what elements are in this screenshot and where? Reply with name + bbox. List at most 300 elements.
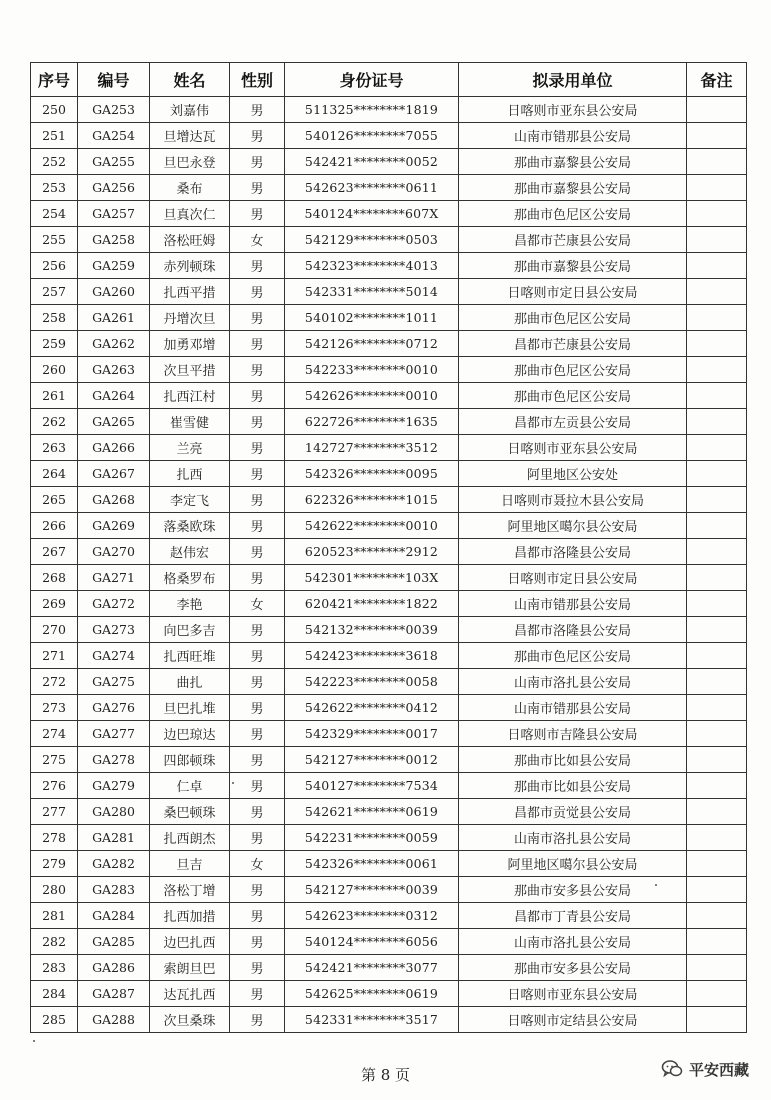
row-name-cell: 扎西旺堆: [150, 643, 230, 669]
page-number: 第 8 页: [360, 1066, 411, 1084]
row-seq-cell: 272: [31, 669, 78, 695]
row-code-cell: GA272: [78, 591, 150, 617]
table-row: [31, 513, 747, 539]
row-unit-cell: 昌都市洛隆县公安局: [459, 617, 687, 643]
table-row: [31, 695, 747, 721]
row-unit-cell: 那曲市嘉黎县公安局: [459, 253, 687, 279]
row-name-cell: 洛松丁增: [150, 877, 230, 903]
row-id-cell: 542231********0059: [285, 825, 459, 851]
row-code-cell: GA282: [78, 851, 150, 877]
table-row: [31, 175, 747, 201]
row-sex-cell: 男: [230, 799, 285, 825]
row-id-cell: 542421********3077: [285, 955, 459, 981]
row-code-cell: GA279: [78, 773, 150, 799]
row-code-cell: GA263: [78, 357, 150, 383]
row-unit-cell: 昌都市芒康县公安局: [459, 331, 687, 357]
row-seq-cell: 281: [31, 903, 78, 929]
row-seq-cell: 267: [31, 539, 78, 565]
row-seq-cell: 263: [31, 435, 78, 461]
row-unit-cell: 昌都市左贡县公安局: [459, 409, 687, 435]
row-name-cell: 赤列顿珠: [150, 253, 230, 279]
row-id-cell: 542132********0039: [285, 617, 459, 643]
row-remark-cell: [687, 331, 747, 357]
row-name-cell: 向巴多吉: [150, 617, 230, 643]
row-remark-cell: [687, 799, 747, 825]
row-seq-cell: 269: [31, 591, 78, 617]
row-unit-cell: 山南市错那县公安局: [459, 123, 687, 149]
row-sex-cell: 男: [230, 149, 285, 175]
row-name-cell: 李艳: [150, 591, 230, 617]
row-remark-cell: [687, 877, 747, 903]
table-row: [31, 253, 747, 279]
row-unit-cell: 那曲市色尼区公安局: [459, 201, 687, 227]
row-name-cell: 曲扎: [150, 669, 230, 695]
row-sex-cell: 男: [230, 175, 285, 201]
row-sex-cell: 男: [230, 877, 285, 903]
row-sex-cell: 男: [230, 903, 285, 929]
row-unit-cell: 日喀则市吉隆县公安局: [459, 721, 687, 747]
row-seq-cell: 275: [31, 747, 78, 773]
table-row: [31, 305, 747, 331]
row-remark-cell: [687, 695, 747, 721]
row-unit-cell: 那曲市色尼区公安局: [459, 305, 687, 331]
row-unit-cell: 山南市错那县公安局: [459, 591, 687, 617]
row-id-cell: 620421********1822: [285, 591, 459, 617]
table-row: [31, 461, 747, 487]
row-id-cell: 542423********3618: [285, 643, 459, 669]
row-seq-cell: 255: [31, 227, 78, 253]
row-sex-cell: 男: [230, 539, 285, 565]
row-remark-cell: [687, 227, 747, 253]
row-seq-cell: 266: [31, 513, 78, 539]
row-seq-cell: 280: [31, 877, 78, 903]
row-unit-cell: 那曲市安多县公安局: [459, 955, 687, 981]
row-code-cell: GA288: [78, 1007, 150, 1033]
row-unit-cell: 昌都市贡觉县公安局: [459, 799, 687, 825]
row-sex-cell: 男: [230, 565, 285, 591]
row-sex-cell: 男: [230, 253, 285, 279]
row-code-cell: GA267: [78, 461, 150, 487]
row-unit-cell: 日喀则市亚东县公安局: [459, 435, 687, 461]
row-seq-cell: 258: [31, 305, 78, 331]
row-code-cell: GA260: [78, 279, 150, 305]
row-unit-cell: 日喀则市定日县公安局: [459, 279, 687, 305]
row-remark-cell: [687, 461, 747, 487]
row-name-cell: 加勇邓增: [150, 331, 230, 357]
row-unit-cell: 山南市错那县公安局: [459, 695, 687, 721]
row-remark-cell: [687, 123, 747, 149]
table-row: [31, 1007, 747, 1033]
row-sex-cell: 男: [230, 643, 285, 669]
row-seq-cell: 270: [31, 617, 78, 643]
row-code-cell: GA254: [78, 123, 150, 149]
row-id-cell: 540124********607X: [285, 201, 459, 227]
row-seq-cell: 285: [31, 1007, 78, 1033]
row-name-cell: 旦真次仁: [150, 201, 230, 227]
table-row: [31, 773, 747, 799]
row-id-cell: 142727********3512: [285, 435, 459, 461]
row-seq-cell: 274: [31, 721, 78, 747]
row-seq-cell: 282: [31, 929, 78, 955]
row-remark-cell: [687, 851, 747, 877]
row-code-cell: GA253: [78, 97, 150, 123]
row-remark-cell: [687, 201, 747, 227]
row-id-cell: 542622********0412: [285, 695, 459, 721]
row-name-cell: 格桑罗布: [150, 565, 230, 591]
row-id-cell: 542421********0052: [285, 149, 459, 175]
row-sex-cell: 男: [230, 331, 285, 357]
row-name-cell: 旦巴永登: [150, 149, 230, 175]
row-code-cell: GA274: [78, 643, 150, 669]
wechat-icon: [661, 1059, 683, 1079]
row-name-cell: 扎西朗杰: [150, 825, 230, 851]
row-code-cell: GA281: [78, 825, 150, 851]
header-seq: 序号: [31, 63, 78, 97]
row-id-cell: 540127********7534: [285, 773, 459, 799]
row-id-cell: 542326********0095: [285, 461, 459, 487]
row-unit-cell: 阿里地区噶尔县公安局: [459, 513, 687, 539]
row-unit-cell: 那曲市比如县公安局: [459, 747, 687, 773]
row-code-cell: GA273: [78, 617, 150, 643]
row-unit-cell: 日喀则市亚东县公安局: [459, 97, 687, 123]
row-code-cell: GA271: [78, 565, 150, 591]
row-remark-cell: [687, 825, 747, 851]
row-name-cell: 扎西江村: [150, 383, 230, 409]
row-id-cell: 620523********2912: [285, 539, 459, 565]
row-id-cell: 542127********0012: [285, 747, 459, 773]
row-seq-cell: 271: [31, 643, 78, 669]
row-id-cell: 542233********0010: [285, 357, 459, 383]
table-row: [31, 97, 747, 123]
table-row: [31, 617, 747, 643]
row-sex-cell: 男: [230, 201, 285, 227]
row-seq-cell: 254: [31, 201, 78, 227]
row-code-cell: GA286: [78, 955, 150, 981]
row-code-cell: GA276: [78, 695, 150, 721]
row-code-cell: GA284: [78, 903, 150, 929]
row-id-cell: 542623********0312: [285, 903, 459, 929]
document-sheet: [30, 62, 746, 1033]
row-remark-cell: [687, 383, 747, 409]
header-remark: 备注: [687, 63, 747, 97]
row-unit-cell: 山南市洛扎县公安局: [459, 929, 687, 955]
row-code-cell: GA278: [78, 747, 150, 773]
row-remark-cell: [687, 409, 747, 435]
row-remark-cell: [687, 981, 747, 1007]
row-sex-cell: 男: [230, 461, 285, 487]
row-seq-cell: 283: [31, 955, 78, 981]
table-row: [31, 149, 747, 175]
row-name-cell: 丹增次旦: [150, 305, 230, 331]
row-id-cell: 542326********0061: [285, 851, 459, 877]
row-remark-cell: [687, 97, 747, 123]
row-sex-cell: 男: [230, 123, 285, 149]
row-unit-cell: 日喀则市定结县公安局: [459, 1007, 687, 1033]
row-name-cell: 索朗旦巴: [150, 955, 230, 981]
row-id-cell: 542223********0058: [285, 669, 459, 695]
row-unit-cell: 山南市洛扎县公安局: [459, 669, 687, 695]
table-row: [31, 539, 747, 565]
row-name-cell: 旦增达瓦: [150, 123, 230, 149]
row-remark-cell: [687, 565, 747, 591]
table-row: [31, 409, 747, 435]
row-sex-cell: 男: [230, 825, 285, 851]
watermark-text: 平安西藏: [688, 1060, 749, 1079]
row-unit-cell: 阿里地区噶尔县公安局: [459, 851, 687, 877]
row-code-cell: GA257: [78, 201, 150, 227]
row-seq-cell: 259: [31, 331, 78, 357]
table-row: [31, 279, 747, 305]
row-seq-cell: 265: [31, 487, 78, 513]
row-code-cell: GA268: [78, 487, 150, 513]
table-row: [31, 331, 747, 357]
row-id-cell: 542625********0619: [285, 981, 459, 1007]
row-sex-cell: 男: [230, 97, 285, 123]
row-id-cell: 542129********0503: [285, 227, 459, 253]
row-name-cell: 仁卓: [150, 773, 230, 799]
row-unit-cell: 那曲市比如县公安局: [459, 773, 687, 799]
row-sex-cell: 男: [230, 357, 285, 383]
row-id-cell: 540126********7055: [285, 123, 459, 149]
header-unit: 拟录用单位: [459, 63, 687, 97]
row-unit-cell: 那曲市色尼区公安局: [459, 383, 687, 409]
row-code-cell: GA269: [78, 513, 150, 539]
row-remark-cell: [687, 175, 747, 201]
row-remark-cell: [687, 591, 747, 617]
row-code-cell: GA255: [78, 149, 150, 175]
row-sex-cell: 男: [230, 513, 285, 539]
table-row: [31, 643, 747, 669]
row-seq-cell: 252: [31, 149, 78, 175]
table-row: [31, 669, 747, 695]
row-seq-cell: 264: [31, 461, 78, 487]
row-name-cell: 扎西加措: [150, 903, 230, 929]
scan-speck: [655, 884, 657, 886]
row-remark-cell: [687, 539, 747, 565]
row-seq-cell: 250: [31, 97, 78, 123]
row-code-cell: GA287: [78, 981, 150, 1007]
row-id-cell: 542126********0712: [285, 331, 459, 357]
row-unit-cell: 昌都市洛隆县公安局: [459, 539, 687, 565]
row-id-cell: 542301********103X: [285, 565, 459, 591]
row-unit-cell: 昌都市丁青县公安局: [459, 903, 687, 929]
table-row: [31, 435, 747, 461]
recruit-list-table: [30, 62, 747, 1033]
row-id-cell: 542622********0010: [285, 513, 459, 539]
row-sex-cell: 男: [230, 773, 285, 799]
row-sex-cell: 男: [230, 747, 285, 773]
header-code: 编号: [78, 63, 150, 97]
row-remark-cell: [687, 1007, 747, 1033]
row-remark-cell: [687, 955, 747, 981]
row-code-cell: GA270: [78, 539, 150, 565]
row-id-cell: 542331********5014: [285, 279, 459, 305]
row-sex-cell: 男: [230, 617, 285, 643]
row-id-cell: 542127********0039: [285, 877, 459, 903]
row-code-cell: GA277: [78, 721, 150, 747]
row-unit-cell: 阿里地区公安处: [459, 461, 687, 487]
row-remark-cell: [687, 279, 747, 305]
table-header-row: [31, 63, 747, 97]
row-sex-cell: 男: [230, 487, 285, 513]
table-row: [31, 903, 747, 929]
row-name-cell: 桑布: [150, 175, 230, 201]
table-row: [31, 591, 747, 617]
row-sex-cell: 男: [230, 383, 285, 409]
table-row: [31, 929, 747, 955]
row-seq-cell: 261: [31, 383, 78, 409]
table-row: [31, 747, 747, 773]
row-sex-cell: 男: [230, 1007, 285, 1033]
row-remark-cell: [687, 305, 747, 331]
row-remark-cell: [687, 253, 747, 279]
header-name: 姓名: [150, 63, 230, 97]
row-sex-cell: 男: [230, 695, 285, 721]
row-id-cell: 540102********1011: [285, 305, 459, 331]
row-code-cell: GA283: [78, 877, 150, 903]
table-row: [31, 123, 747, 149]
row-sex-cell: 男: [230, 409, 285, 435]
row-name-cell: 次旦桑珠: [150, 1007, 230, 1033]
row-code-cell: GA262: [78, 331, 150, 357]
row-code-cell: GA280: [78, 799, 150, 825]
row-code-cell: GA259: [78, 253, 150, 279]
table-row: [31, 981, 747, 1007]
row-name-cell: 兰亮: [150, 435, 230, 461]
row-seq-cell: 251: [31, 123, 78, 149]
row-remark-cell: [687, 487, 747, 513]
table-row: [31, 227, 747, 253]
row-name-cell: 旦吉: [150, 851, 230, 877]
row-seq-cell: 284: [31, 981, 78, 1007]
row-sex-cell: 男: [230, 981, 285, 1007]
table-row: [31, 357, 747, 383]
row-name-cell: 边巴扎西: [150, 929, 230, 955]
row-unit-cell: 那曲市嘉黎县公安局: [459, 175, 687, 201]
row-seq-cell: 279: [31, 851, 78, 877]
row-remark-cell: [687, 929, 747, 955]
row-unit-cell: 日喀则市聂拉木县公安局: [459, 487, 687, 513]
row-seq-cell: 262: [31, 409, 78, 435]
row-code-cell: GA265: [78, 409, 150, 435]
row-sex-cell: 男: [230, 305, 285, 331]
row-sex-cell: 女: [230, 227, 285, 253]
row-remark-cell: [687, 149, 747, 175]
table-row: [31, 201, 747, 227]
row-seq-cell: 253: [31, 175, 78, 201]
header-id-number: 身份证号: [285, 63, 459, 97]
row-id-cell: 542626********0010: [285, 383, 459, 409]
row-name-cell: 扎西平措: [150, 279, 230, 305]
row-sex-cell: 男: [230, 929, 285, 955]
row-remark-cell: [687, 435, 747, 461]
row-name-cell: 达瓦扎西: [150, 981, 230, 1007]
row-id-cell: 542621********0619: [285, 799, 459, 825]
row-id-cell: 622326********1015: [285, 487, 459, 513]
table-row: [31, 383, 747, 409]
row-remark-cell: [687, 669, 747, 695]
row-id-cell: 511325********1819: [285, 97, 459, 123]
row-unit-cell: 那曲市嘉黎县公安局: [459, 149, 687, 175]
row-unit-cell: 那曲市安多县公安局: [459, 877, 687, 903]
table-row: [31, 877, 747, 903]
row-sex-cell: 男: [230, 435, 285, 461]
table-row: [31, 799, 747, 825]
row-name-cell: 李定飞: [150, 487, 230, 513]
row-sex-cell: 男: [230, 721, 285, 747]
row-id-cell: 542623********0611: [285, 175, 459, 201]
header-sex: 性别: [230, 63, 285, 97]
row-remark-cell: [687, 513, 747, 539]
row-name-cell: 落桑欧珠: [150, 513, 230, 539]
row-name-cell: 次旦平措: [150, 357, 230, 383]
row-remark-cell: [687, 721, 747, 747]
row-name-cell: 四郎顿珠: [150, 747, 230, 773]
row-unit-cell: 日喀则市定日县公安局: [459, 565, 687, 591]
table-row: [31, 851, 747, 877]
row-name-cell: 刘嘉伟: [150, 97, 230, 123]
row-sex-cell: 女: [230, 851, 285, 877]
row-unit-cell: 那曲市色尼区公安局: [459, 643, 687, 669]
row-name-cell: 赵伟宏: [150, 539, 230, 565]
row-name-cell: 桑巴顿珠: [150, 799, 230, 825]
row-sex-cell: 女: [230, 591, 285, 617]
row-remark-cell: [687, 773, 747, 799]
row-name-cell: 旦巴扎堆: [150, 695, 230, 721]
row-code-cell: GA256: [78, 175, 150, 201]
table-row: [31, 721, 747, 747]
row-remark-cell: [687, 903, 747, 929]
row-id-cell: 540124********6056: [285, 929, 459, 955]
row-code-cell: GA285: [78, 929, 150, 955]
row-code-cell: GA261: [78, 305, 150, 331]
row-remark-cell: [687, 357, 747, 383]
row-unit-cell: 那曲市色尼区公安局: [459, 357, 687, 383]
row-name-cell: 边巴琼达: [150, 721, 230, 747]
row-name-cell: 扎西: [150, 461, 230, 487]
table-row: [31, 825, 747, 851]
row-code-cell: GA275: [78, 669, 150, 695]
table-row: [31, 955, 747, 981]
row-sex-cell: 男: [230, 669, 285, 695]
table-row: [31, 487, 747, 513]
row-id-cell: 542331********3517: [285, 1007, 459, 1033]
row-unit-cell: 昌都市芒康县公安局: [459, 227, 687, 253]
scan-speck: [232, 782, 234, 784]
account-watermark: [661, 1057, 749, 1081]
row-id-cell: 622726********1635: [285, 409, 459, 435]
row-code-cell: GA258: [78, 227, 150, 253]
row-remark-cell: [687, 747, 747, 773]
row-seq-cell: 276: [31, 773, 78, 799]
row-id-cell: 542323********4013: [285, 253, 459, 279]
row-sex-cell: 男: [230, 955, 285, 981]
row-code-cell: GA266: [78, 435, 150, 461]
row-name-cell: 洛松旺姆: [150, 227, 230, 253]
row-id-cell: 542329********0017: [285, 721, 459, 747]
row-seq-cell: 278: [31, 825, 78, 851]
row-seq-cell: 277: [31, 799, 78, 825]
row-seq-cell: 256: [31, 253, 78, 279]
row-seq-cell: 257: [31, 279, 78, 305]
row-seq-cell: 273: [31, 695, 78, 721]
row-code-cell: GA264: [78, 383, 150, 409]
row-name-cell: 崔雪健: [150, 409, 230, 435]
row-unit-cell: 山南市洛扎县公安局: [459, 825, 687, 851]
row-seq-cell: 260: [31, 357, 78, 383]
scan-speck: [33, 1040, 35, 1042]
row-remark-cell: [687, 643, 747, 669]
